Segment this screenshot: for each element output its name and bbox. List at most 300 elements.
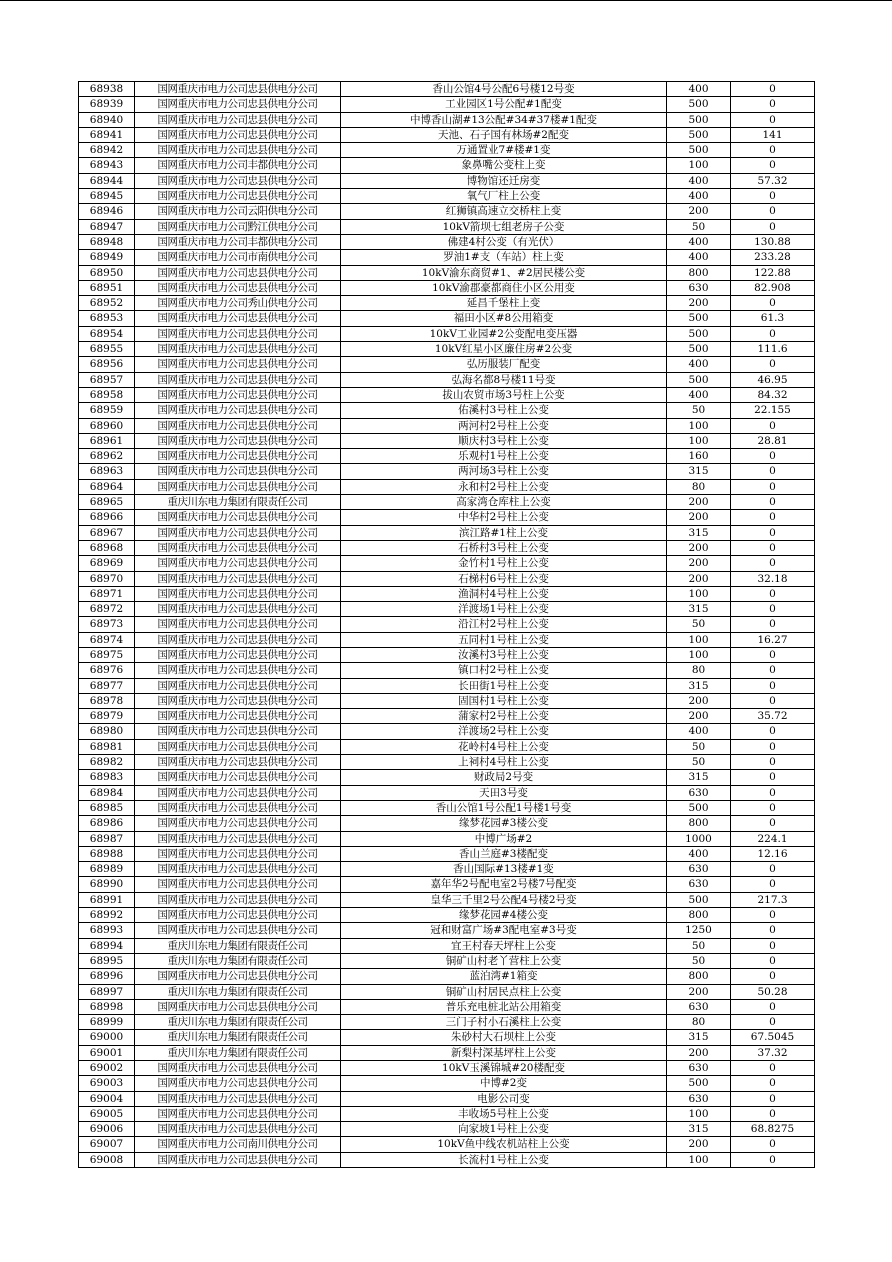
cell-company: 国网重庆市电力公司忠县供电分公司 (135, 647, 341, 662)
cell-transformer-name: 两河村2号柱上公变 (341, 418, 667, 433)
cell-transformer-name: 永和村2号柱上公变 (341, 479, 667, 494)
cell-value: 0 (731, 678, 815, 693)
cell-value: 0 (731, 862, 815, 877)
cell-company: 国网重庆市电力公司忠县供电分公司 (135, 785, 341, 800)
table-row (79, 525, 815, 540)
cell-company: 国网重庆市电力公司秀山供电分公司 (135, 296, 341, 311)
cell-company: 国网重庆市电力公司忠县供电分公司 (135, 525, 341, 540)
cell-company: 国网重庆市电力公司忠县供电分公司 (135, 1122, 341, 1137)
table-row (79, 418, 815, 433)
table-body (79, 82, 815, 1168)
cell-id: 68985 (79, 800, 135, 815)
table-row (79, 1106, 815, 1121)
cell-capacity: 800 (667, 265, 731, 280)
cell-id: 69002 (79, 1061, 135, 1076)
table-row (79, 1152, 815, 1167)
cell-transformer-name: 三门子村小石溪柱上公变 (341, 1015, 667, 1030)
table-row (79, 173, 815, 188)
cell-capacity: 400 (667, 189, 731, 204)
cell-id: 69005 (79, 1106, 135, 1121)
cell-capacity: 400 (667, 82, 731, 97)
cell-id: 68957 (79, 372, 135, 387)
table-row (79, 800, 815, 815)
cell-id: 68939 (79, 97, 135, 112)
table-row (79, 617, 815, 632)
cell-value: 0 (731, 143, 815, 158)
table-row (79, 571, 815, 586)
table-row (79, 632, 815, 647)
cell-capacity: 630 (667, 1061, 731, 1076)
cell-transformer-name: 镇口村2号柱上公变 (341, 663, 667, 678)
cell-transformer-name: 10kV鱼中线农机站柱上公变 (341, 1137, 667, 1152)
cell-value: 37.32 (731, 1045, 815, 1060)
cell-capacity: 200 (667, 1045, 731, 1060)
cell-capacity: 630 (667, 862, 731, 877)
table-row (79, 953, 815, 968)
cell-id: 68980 (79, 724, 135, 739)
cell-transformer-name: 天田3号变 (341, 785, 667, 800)
cell-transformer-name: 天池、石子国有林场#2配变 (341, 127, 667, 142)
cell-id: 68959 (79, 403, 135, 418)
cell-transformer-name: 铜矿山村老丫营柱上公变 (341, 953, 667, 968)
cell-value: 0 (731, 953, 815, 968)
cell-company: 国网重庆市电力公司丰都供电分公司 (135, 234, 341, 249)
cell-transformer-name: 乐观村1号柱上公变 (341, 449, 667, 464)
table-row (79, 1030, 815, 1045)
cell-value: 122.88 (731, 265, 815, 280)
cell-id: 68976 (79, 663, 135, 678)
cell-value: 0 (731, 510, 815, 525)
cell-capacity: 315 (667, 1030, 731, 1045)
cell-value: 0 (731, 82, 815, 97)
cell-value: 82.908 (731, 280, 815, 295)
cell-capacity: 80 (667, 1015, 731, 1030)
cell-transformer-name: 沿江村2号柱上公变 (341, 617, 667, 632)
cell-capacity: 630 (667, 877, 731, 892)
cell-value: 0 (731, 296, 815, 311)
cell-capacity: 500 (667, 342, 731, 357)
cell-value: 0 (731, 1152, 815, 1167)
cell-company: 国网重庆市电力公司忠县供电分公司 (135, 479, 341, 494)
cell-transformer-name: 氧气厂柱上公变 (341, 189, 667, 204)
cell-transformer-name: 朱砂村大石坝柱上公变 (341, 1030, 667, 1045)
cell-id: 68964 (79, 479, 135, 494)
cell-id: 68938 (79, 82, 135, 97)
table-row (79, 892, 815, 907)
table-row (79, 403, 815, 418)
cell-id: 69006 (79, 1122, 135, 1137)
cell-id: 68953 (79, 311, 135, 326)
cell-transformer-name: 万通置业7#楼#1变 (341, 143, 667, 158)
cell-id: 68996 (79, 969, 135, 984)
cell-transformer-name: 中华村2号柱上公变 (341, 510, 667, 525)
cell-capacity: 100 (667, 632, 731, 647)
cell-capacity: 1250 (667, 923, 731, 938)
cell-value: 0 (731, 326, 815, 341)
table-row (79, 250, 815, 265)
cell-value: 0 (731, 785, 815, 800)
cell-company: 国网重庆市电力公司忠县供电分公司 (135, 862, 341, 877)
table-row (79, 1076, 815, 1091)
cell-id: 68988 (79, 846, 135, 861)
table-row (79, 342, 815, 357)
table-row (79, 785, 815, 800)
cell-company: 国网重庆市电力公司忠县供电分公司 (135, 755, 341, 770)
table-row (79, 586, 815, 601)
cell-company: 国网重庆市电力公司忠县供电分公司 (135, 403, 341, 418)
cell-transformer-name: 香山兰庭#3楼配变 (341, 846, 667, 861)
cell-transformer-name: 金竹村1号柱上公变 (341, 556, 667, 571)
page-top-border (0, 0, 892, 1)
cell-company: 国网重庆市电力公司忠县供电分公司 (135, 1106, 341, 1121)
cell-value: 0 (731, 938, 815, 953)
cell-transformer-name: 石梯村6号柱上公变 (341, 571, 667, 586)
table-row (79, 433, 815, 448)
cell-id: 68983 (79, 770, 135, 785)
cell-value: 0 (731, 617, 815, 632)
cell-capacity: 200 (667, 296, 731, 311)
cell-transformer-name: 10kV红星小区廉住房#2公变 (341, 342, 667, 357)
cell-value: 46.95 (731, 372, 815, 387)
cell-value: 35.72 (731, 709, 815, 724)
cell-id: 68947 (79, 219, 135, 234)
cell-transformer-name: 花岭村4号柱上公变 (341, 739, 667, 754)
cell-capacity: 100 (667, 1152, 731, 1167)
cell-capacity: 1000 (667, 831, 731, 846)
cell-transformer-name: 电影公司变 (341, 1091, 667, 1106)
cell-value: 16.27 (731, 632, 815, 647)
cell-transformer-name: 洋渡场1号柱上公变 (341, 602, 667, 617)
table-row (79, 449, 815, 464)
cell-company: 国网重庆市电力公司忠县供电分公司 (135, 800, 341, 815)
table-row (79, 862, 815, 877)
cell-value: 0 (731, 663, 815, 678)
cell-capacity: 400 (667, 724, 731, 739)
cell-value: 12.16 (731, 846, 815, 861)
cell-company: 国网重庆市电力公司忠县供电分公司 (135, 877, 341, 892)
cell-id: 68984 (79, 785, 135, 800)
cell-id: 68966 (79, 510, 135, 525)
cell-id: 68969 (79, 556, 135, 571)
cell-company: 国网重庆市电力公司忠县供电分公司 (135, 387, 341, 402)
cell-id: 68978 (79, 693, 135, 708)
cell-transformer-name: 象鼻嘴公变柱上变 (341, 158, 667, 173)
cell-company: 国网重庆市电力公司忠县供电分公司 (135, 816, 341, 831)
cell-value: 130.88 (731, 234, 815, 249)
cell-capacity: 500 (667, 143, 731, 158)
cell-company: 国网重庆市电力公司市南供电分公司 (135, 250, 341, 265)
cell-company: 国网重庆市电力公司忠县供电分公司 (135, 280, 341, 295)
cell-id: 68989 (79, 862, 135, 877)
table-row (79, 143, 815, 158)
table-row (79, 877, 815, 892)
cell-capacity: 400 (667, 387, 731, 402)
table-row (79, 1091, 815, 1106)
cell-company: 国网重庆市电力公司忠县供电分公司 (135, 739, 341, 754)
cell-transformer-name: 10kV渝东商贸#1、#2居民楼公变 (341, 265, 667, 280)
cell-transformer-name: 拔山农贸市场3号柱上公变 (341, 387, 667, 402)
cell-id: 68991 (79, 892, 135, 907)
cell-id: 68982 (79, 755, 135, 770)
cell-company: 国网重庆市电力公司忠县供电分公司 (135, 969, 341, 984)
cell-value: 0 (731, 525, 815, 540)
cell-transformer-name: 固国村1号柱上公变 (341, 693, 667, 708)
cell-value: 28.81 (731, 433, 815, 448)
cell-company: 国网重庆市电力公司忠县供电分公司 (135, 464, 341, 479)
cell-transformer-name: 新梨村深基坪柱上公变 (341, 1045, 667, 1060)
cell-id: 68979 (79, 709, 135, 724)
cell-transformer-name: 两河场3号柱上公变 (341, 464, 667, 479)
table-row (79, 495, 815, 510)
cell-value: 50.28 (731, 984, 815, 999)
cell-value: 0 (731, 923, 815, 938)
table-row (79, 357, 815, 372)
cell-id: 69007 (79, 1137, 135, 1152)
cell-id: 68993 (79, 923, 135, 938)
cell-capacity: 630 (667, 280, 731, 295)
table-row (79, 1045, 815, 1060)
cell-company: 国网重庆市电力公司忠县供电分公司 (135, 908, 341, 923)
cell-company: 国网重庆市电力公司忠县供电分公司 (135, 143, 341, 158)
cell-id: 68941 (79, 127, 135, 142)
table-row (79, 296, 815, 311)
cell-value: 0 (731, 112, 815, 127)
cell-capacity: 100 (667, 647, 731, 662)
cell-transformer-name: 财政局2号变 (341, 770, 667, 785)
table-row (79, 387, 815, 402)
cell-company: 国网重庆市电力公司忠县供电分公司 (135, 433, 341, 448)
cell-value: 0 (731, 495, 815, 510)
cell-id: 69000 (79, 1030, 135, 1045)
cell-id: 68958 (79, 387, 135, 402)
cell-capacity: 500 (667, 326, 731, 341)
cell-capacity: 800 (667, 908, 731, 923)
cell-value: 224.1 (731, 831, 815, 846)
cell-capacity: 315 (667, 770, 731, 785)
cell-value: 0 (731, 602, 815, 617)
cell-capacity: 500 (667, 1076, 731, 1091)
cell-company: 国网重庆市电力公司忠县供电分公司 (135, 1091, 341, 1106)
table-row (79, 908, 815, 923)
cell-value: 0 (731, 219, 815, 234)
table-row (79, 265, 815, 280)
cell-id: 68949 (79, 250, 135, 265)
cell-value: 22.155 (731, 403, 815, 418)
cell-value: 67.5045 (731, 1030, 815, 1045)
cell-company: 国网重庆市电力公司黔江供电分公司 (135, 219, 341, 234)
cell-company: 国网重庆市电力公司忠县供电分公司 (135, 693, 341, 708)
cell-value: 0 (731, 1091, 815, 1106)
cell-id: 68999 (79, 1015, 135, 1030)
cell-company: 国网重庆市电力公司忠县供电分公司 (135, 632, 341, 647)
cell-capacity: 100 (667, 1106, 731, 1121)
cell-transformer-name: 10kV箭坝七组老房子公变 (341, 219, 667, 234)
cell-id: 68971 (79, 586, 135, 601)
cell-company: 国网重庆市电力公司忠县供电分公司 (135, 82, 341, 97)
cell-transformer-name: 香山国际#13楼#1变 (341, 862, 667, 877)
cell-company: 国网重庆市电力公司忠县供电分公司 (135, 586, 341, 601)
cell-company: 国网重庆市电力公司忠县供电分公司 (135, 372, 341, 387)
cell-capacity: 315 (667, 1122, 731, 1137)
cell-company: 国网重庆市电力公司忠县供电分公司 (135, 1061, 341, 1076)
cell-capacity: 80 (667, 663, 731, 678)
cell-capacity: 200 (667, 540, 731, 555)
cell-value: 0 (731, 357, 815, 372)
cell-transformer-name: 丰收场5号柱上公变 (341, 1106, 667, 1121)
cell-value: 0 (731, 647, 815, 662)
cell-transformer-name: 宜王村春天坪柱上公变 (341, 938, 667, 953)
table-row (79, 923, 815, 938)
cell-transformer-name: 福田小区#8公用箱变 (341, 311, 667, 326)
cell-transformer-name: 石桥村3号柱上公变 (341, 540, 667, 555)
cell-value: 0 (731, 556, 815, 571)
table-row (79, 724, 815, 739)
cell-id: 69003 (79, 1076, 135, 1091)
table-row (79, 816, 815, 831)
table-row (79, 479, 815, 494)
cell-transformer-name: 中博广场#2 (341, 831, 667, 846)
cell-value: 0 (731, 586, 815, 601)
cell-company: 国网重庆市电力公司忠县供电分公司 (135, 709, 341, 724)
cell-capacity: 50 (667, 938, 731, 953)
cell-value: 61.3 (731, 311, 815, 326)
table-row (79, 1122, 815, 1137)
cell-company: 国网重庆市电力公司云阳供电分公司 (135, 204, 341, 219)
cell-capacity: 50 (667, 617, 731, 632)
table-row (79, 1137, 815, 1152)
cell-company: 国网重庆市电力公司忠县供电分公司 (135, 265, 341, 280)
cell-transformer-name: 缘梦花园#4楼公变 (341, 908, 667, 923)
cell-capacity: 200 (667, 1137, 731, 1152)
cell-capacity: 160 (667, 449, 731, 464)
cell-id: 68945 (79, 189, 135, 204)
cell-capacity: 200 (667, 510, 731, 525)
cell-id: 68946 (79, 204, 135, 219)
cell-value: 0 (731, 800, 815, 815)
cell-company: 国网重庆市电力公司忠县供电分公司 (135, 1152, 341, 1167)
cell-transformer-name: 渔洞村4号柱上公变 (341, 586, 667, 601)
cell-transformer-name: 罗油1#支（车站）柱上变 (341, 250, 667, 265)
cell-value: 0 (731, 418, 815, 433)
cell-transformer-name: 弘海名都8号楼11号变 (341, 372, 667, 387)
cell-value: 0 (731, 204, 815, 219)
table-row (79, 280, 815, 295)
transformer-table (78, 81, 815, 1168)
cell-id: 68963 (79, 464, 135, 479)
cell-id: 68943 (79, 158, 135, 173)
cell-transformer-name: 铜矿山村居民点柱上公变 (341, 984, 667, 999)
cell-value: 0 (731, 739, 815, 754)
table-row (79, 219, 815, 234)
cell-id: 68952 (79, 296, 135, 311)
cell-capacity: 400 (667, 234, 731, 249)
cell-transformer-name: 10kV渝郡豪都商住小区公用变 (341, 280, 667, 295)
cell-company: 国网重庆市电力公司忠县供电分公司 (135, 173, 341, 188)
cell-transformer-name: 顺庆村3号柱上公变 (341, 433, 667, 448)
cell-transformer-name: 汝溪村3号柱上公变 (341, 647, 667, 662)
cell-capacity: 500 (667, 372, 731, 387)
cell-transformer-name: 高家湾仓库柱上公变 (341, 495, 667, 510)
cell-transformer-name: 蒲家村2号柱上公变 (341, 709, 667, 724)
cell-capacity: 315 (667, 678, 731, 693)
cell-value: 217.3 (731, 892, 815, 907)
cell-company: 国网重庆市电力公司忠县供电分公司 (135, 449, 341, 464)
cell-id: 68944 (79, 173, 135, 188)
table-row (79, 1015, 815, 1030)
cell-value: 0 (731, 540, 815, 555)
cell-id: 68974 (79, 632, 135, 647)
cell-transformer-name: 嘉年华2号配电室2号楼7号配变 (341, 877, 667, 892)
cell-transformer-name: 长流村1号柱上公变 (341, 1152, 667, 1167)
cell-company: 国网重庆市电力公司忠县供电分公司 (135, 892, 341, 907)
cell-transformer-name: 缘梦花园#3楼公变 (341, 816, 667, 831)
cell-capacity: 400 (667, 846, 731, 861)
cell-capacity: 400 (667, 250, 731, 265)
table-row (79, 984, 815, 999)
cell-transformer-name: 五同村1号柱上公变 (341, 632, 667, 647)
table-row (79, 831, 815, 846)
table-row (79, 234, 815, 249)
cell-transformer-name: 香山公馆4号公配6号楼12号变 (341, 82, 667, 97)
table-row (79, 372, 815, 387)
cell-company: 国网重庆市电力公司忠县供电分公司 (135, 189, 341, 204)
cell-transformer-name: 中博香山湖#13公配#34#37楼#1配变 (341, 112, 667, 127)
cell-id: 68998 (79, 999, 135, 1014)
cell-id: 68970 (79, 571, 135, 586)
table-row (79, 127, 815, 142)
cell-id: 68973 (79, 617, 135, 632)
cell-id: 68951 (79, 280, 135, 295)
cell-transformer-name: 延昌千堡柱上变 (341, 296, 667, 311)
cell-id: 68987 (79, 831, 135, 846)
cell-id: 68990 (79, 877, 135, 892)
table-row (79, 311, 815, 326)
cell-id: 68968 (79, 540, 135, 555)
cell-capacity: 400 (667, 173, 731, 188)
cell-capacity: 100 (667, 433, 731, 448)
table-row (79, 770, 815, 785)
cell-value: 0 (731, 770, 815, 785)
cell-company: 重庆川东电力集团有限责任公司 (135, 1015, 341, 1030)
cell-company: 国网重庆市电力公司忠县供电分公司 (135, 311, 341, 326)
cell-transformer-name: 弘历服装厂配变 (341, 357, 667, 372)
cell-id: 68940 (79, 112, 135, 127)
cell-value: 0 (731, 1076, 815, 1091)
cell-id: 68948 (79, 234, 135, 249)
cell-id: 68956 (79, 357, 135, 372)
cell-capacity: 50 (667, 755, 731, 770)
cell-company: 国网重庆市电力公司忠县供电分公司 (135, 342, 341, 357)
cell-value: 0 (731, 449, 815, 464)
cell-company: 国网重庆市电力公司忠县供电分公司 (135, 999, 341, 1014)
cell-capacity: 100 (667, 418, 731, 433)
cell-value: 0 (731, 1061, 815, 1076)
cell-value: 0 (731, 908, 815, 923)
cell-value: 32.18 (731, 571, 815, 586)
cell-id: 68972 (79, 602, 135, 617)
cell-id: 68975 (79, 647, 135, 662)
table-row (79, 755, 815, 770)
cell-id: 68967 (79, 525, 135, 540)
cell-value: 57.32 (731, 173, 815, 188)
cell-capacity: 200 (667, 571, 731, 586)
cell-capacity: 200 (667, 693, 731, 708)
cell-company: 国网重庆市电力公司忠县供电分公司 (135, 556, 341, 571)
cell-capacity: 400 (667, 357, 731, 372)
cell-value: 0 (731, 816, 815, 831)
cell-company: 重庆川东电力集团有限责任公司 (135, 984, 341, 999)
table-row (79, 158, 815, 173)
